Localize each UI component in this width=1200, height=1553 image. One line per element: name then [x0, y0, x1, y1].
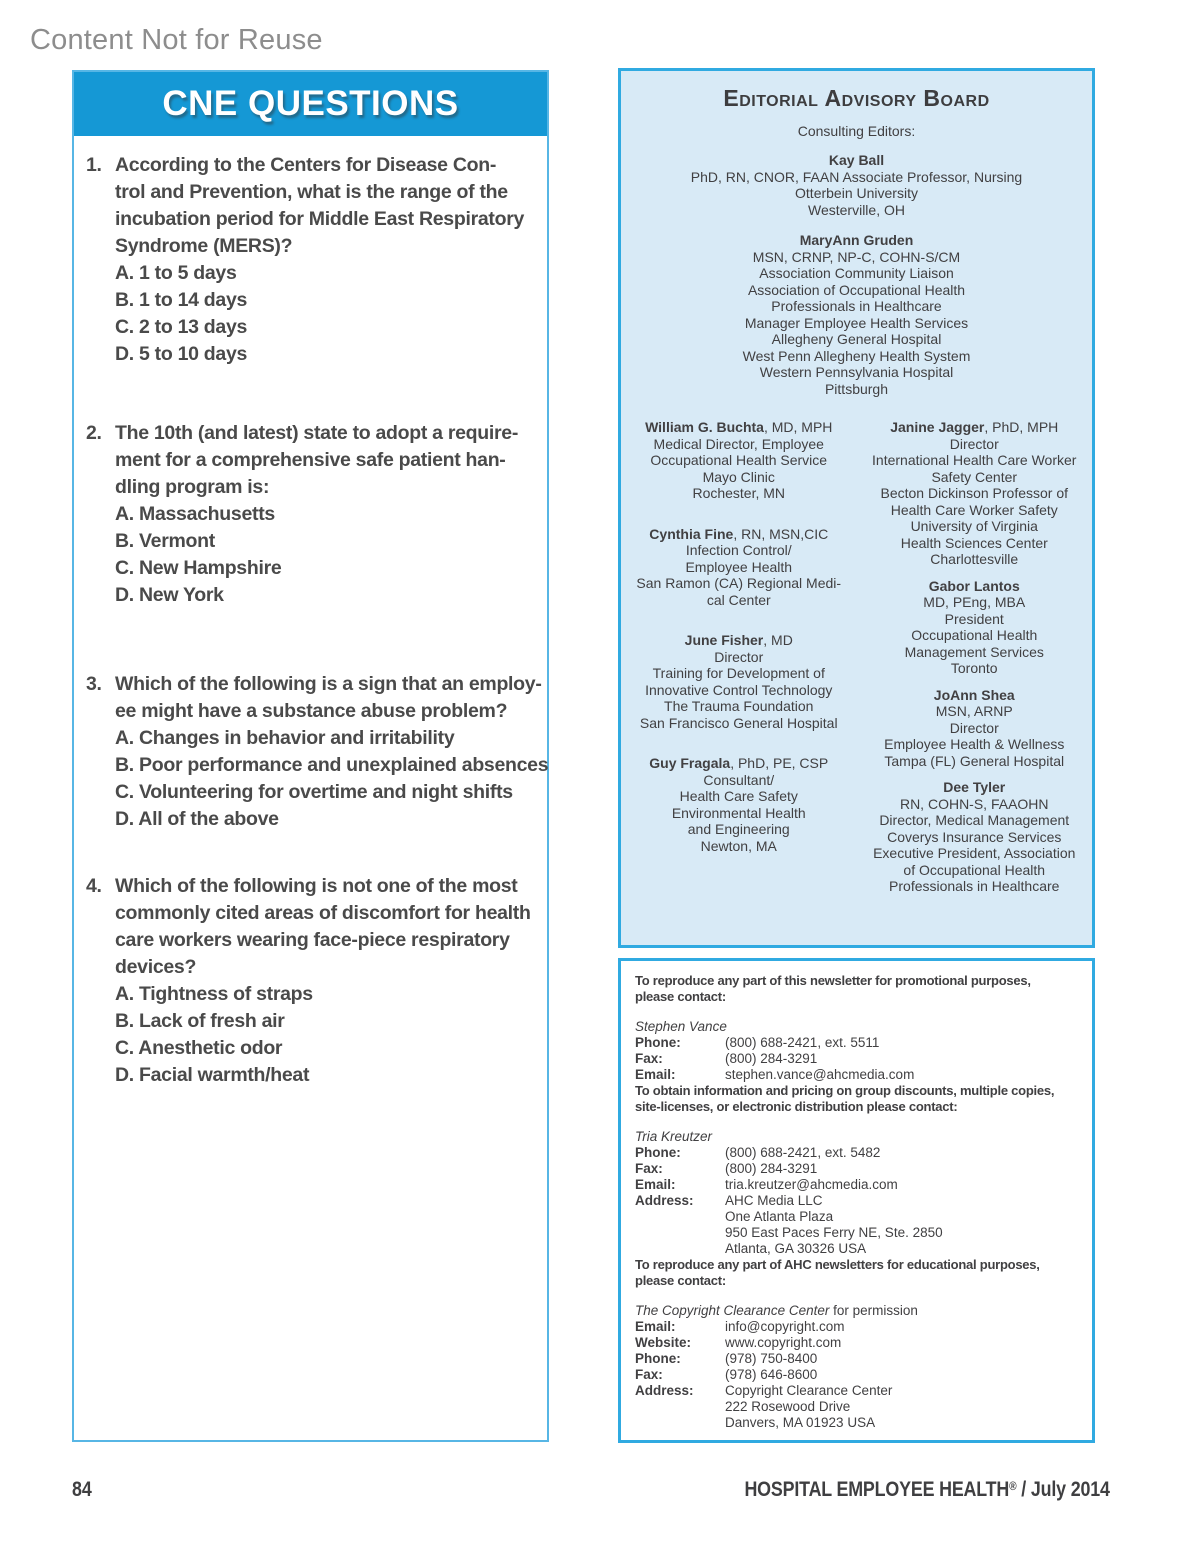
question-3: [86, 671, 549, 833]
contact-value: (800) 688-2421, ext. 5482: [725, 1145, 881, 1160]
member-line: Professionals in Healthcare: [889, 878, 1060, 894]
footer-issue: / July 2014: [1016, 1478, 1110, 1501]
member-name-line: [625, 632, 853, 649]
member-line: Consultant/: [703, 771, 775, 788]
contact-row: [635, 1241, 1078, 1257]
member-line: San Ramon (CA) Regional Medi-: [636, 575, 842, 591]
question-line: C. Volunteering for overtime and night shifts: [115, 781, 513, 803]
question-line: ment for a comprehensive safe patient han-: [115, 449, 506, 471]
member-line: Charlottesville: [930, 551, 1019, 567]
board-column-left: [621, 419, 857, 895]
contact-heading-line: To obtain information and pricing on group discounts, multiple copies,: [635, 1083, 1055, 1098]
member-line: Rochester, MN: [692, 485, 786, 501]
board-member-jagger: [861, 419, 1089, 568]
contact-value: www.copyright.com: [725, 1335, 842, 1350]
question-2: [86, 420, 535, 609]
contact-row: [635, 1145, 1078, 1161]
member-line: Director, Medical Management: [879, 812, 1070, 828]
member-line: RN, COHN-S, FAAOHN: [899, 795, 1049, 812]
member-line: Medical Director, Employee: [653, 435, 824, 452]
member-name: Guy Fragala: [649, 755, 731, 771]
member-line: MD, PEng, MBA: [923, 594, 1026, 610]
member-name: June Fisher: [684, 632, 764, 648]
member-line: Innovative Control Technology: [645, 681, 833, 698]
member-line: Manager Employee Health Services: [744, 314, 969, 331]
member-line: Association of Occupational Health: [747, 281, 966, 298]
contact-label: Fax:: [635, 1161, 663, 1176]
contact-value: (800) 284-3291: [725, 1161, 818, 1176]
member-line: Occupational Health: [911, 627, 1038, 643]
question-line: C. 2 to 13 days: [115, 316, 248, 338]
question-line: Syndrome (MERS)?: [115, 235, 293, 257]
question-line: A. Tightness of straps: [115, 983, 313, 1005]
contact-row: [635, 1225, 1078, 1241]
contact-row: [635, 1035, 1078, 1051]
contact-heading-promotional: [635, 973, 1078, 1005]
board-member-shea: [861, 687, 1089, 770]
contact-label: Phone:: [635, 1035, 681, 1050]
contact-label: [635, 1209, 725, 1225]
contact-value: (978) 646-8600: [725, 1367, 818, 1382]
question-number: 3.: [86, 673, 102, 695]
contact-label: Address:: [635, 1193, 694, 1208]
question-line: dling program is:: [115, 476, 270, 498]
member-name-line: [621, 152, 1092, 169]
contact-row: [635, 1177, 1078, 1193]
question-line: Which of the following is not one of the most: [115, 875, 518, 897]
member-line: MSN, ARNP: [935, 703, 1013, 719]
member-lines: [861, 594, 1089, 677]
member-line: Director: [949, 435, 999, 452]
contact-value: Atlanta, GA 30326 USA: [725, 1241, 867, 1256]
member-line: President: [944, 610, 1004, 627]
copyright-clearance-name: The Copyright Clearance Center: [635, 1303, 830, 1318]
member-credentials: , MD: [763, 632, 793, 648]
member-lines: [625, 772, 853, 855]
board-member-fragala: [625, 755, 853, 854]
question-line: D. Facial warmth/heat: [115, 1064, 310, 1086]
question-line: B. Lack of fresh air: [115, 1010, 285, 1032]
member-lines: [621, 249, 1092, 398]
member-line: Westerville, OH: [808, 201, 905, 218]
contact-value: 222 Rosewood Drive: [725, 1399, 851, 1414]
question-line: incubation period for Middle East Respiratory: [115, 208, 525, 230]
member-line: Professionals in Healthcare: [771, 298, 942, 314]
contact-rows-s1: [635, 1035, 1078, 1083]
member-name: Gabor Lantos: [928, 577, 1020, 594]
contact-row: [635, 1051, 1078, 1067]
contact-person-name: Tria Kreutzer: [635, 1129, 713, 1144]
question-number: 2.: [86, 422, 102, 444]
question-line: D. New York: [115, 584, 224, 606]
contact-row: [635, 1193, 1078, 1209]
contact-person-name: Stephen Vance: [635, 1019, 727, 1034]
member-line: International Health Care Worker: [872, 452, 1077, 468]
cne-header: [74, 72, 547, 136]
question-body: [115, 152, 535, 368]
question-line: B. Poor performance and unexplained absences: [115, 754, 549, 776]
contact-label: Email:: [635, 1067, 676, 1082]
watermark-text: Content Not for Reuse: [30, 24, 323, 56]
contact-value: stephen.vance@ahcmedia.com: [725, 1067, 915, 1082]
question-line: The 10th (and latest) state to adopt a require-: [115, 422, 519, 444]
question-line: A. 1 to 5 days: [115, 262, 237, 284]
question-line: D. 5 to 10 days: [115, 343, 248, 365]
question-line: devices?: [115, 956, 197, 978]
member-lines: [625, 542, 853, 608]
member-line: Allegheny General Hospital: [771, 331, 942, 347]
member-name: William G. Buchta: [645, 419, 764, 435]
contact-label: Fax:: [635, 1367, 663, 1382]
question-line: ee might have a substance abuse problem?: [115, 700, 508, 722]
board-member-fisher: [625, 632, 853, 731]
contact-row: [635, 1351, 1078, 1367]
contact-heading-line: please contact:: [635, 989, 726, 1004]
board-member-maryann-gruden: [621, 232, 1092, 397]
question-line: trol and Prevention, what is the range of the: [115, 181, 508, 203]
member-name-line: [621, 232, 1092, 249]
contact-row: [635, 1399, 1078, 1415]
member-line: Otterbein University: [795, 185, 918, 201]
question-line: B. Vermont: [115, 530, 215, 552]
member-lines: [861, 796, 1089, 895]
question-line: care workers wearing face-piece respiratory: [115, 929, 510, 951]
question-4: [86, 873, 535, 1089]
member-credentials: , RN, MSN,CIC: [733, 525, 829, 542]
contact-row: [635, 1161, 1078, 1177]
member-line: Management Services: [904, 643, 1044, 660]
contact-value: Danvers, MA 01923 USA: [725, 1415, 876, 1430]
contact-heading-group-discounts: [635, 1083, 1078, 1115]
board-member-tyler: [861, 779, 1089, 895]
member-credentials: , MD, MPH: [763, 419, 833, 435]
question-number: 4.: [86, 875, 102, 897]
member-line: Employee Health & Wellness: [884, 736, 1065, 752]
member-line: Training for Development of: [652, 665, 825, 681]
member-line: Health Care Worker Safety: [890, 501, 1058, 518]
member-line: Toronto: [950, 660, 998, 676]
member-lines: [625, 436, 853, 502]
member-name-line: [861, 687, 1089, 704]
contact-value: (978) 750-8400: [725, 1351, 818, 1366]
member-name-line: [861, 419, 1089, 436]
board-title: Editorial Advisory Board: [723, 85, 990, 111]
contact-label: Email:: [635, 1319, 676, 1334]
question-line: According to the Centers for Disease Con-: [115, 154, 497, 176]
member-line: Director: [714, 648, 764, 665]
question-body: [115, 420, 535, 609]
member-name: Janine Jagger: [890, 419, 985, 435]
member-line: San Francisco General Hospital: [639, 714, 838, 731]
question-1: [86, 152, 535, 368]
member-line: Health Care Safety: [679, 788, 798, 804]
contact-label: Phone:: [635, 1145, 681, 1160]
contact-label: [635, 1225, 725, 1241]
member-line: Employee Health: [685, 558, 793, 575]
contact-heading-line: To reproduce any part of this newsletter for promotional purposes,: [635, 973, 1031, 988]
contact-label: Phone:: [635, 1351, 681, 1366]
board-member-lantos: [861, 578, 1089, 677]
member-line: The Trauma Foundation: [664, 698, 814, 714]
member-lines: [625, 649, 853, 732]
member-name: MaryAnn Gruden: [799, 232, 914, 248]
member-name-line: [625, 526, 853, 543]
member-line: Mayo Clinic: [702, 468, 775, 485]
question-line: commonly cited areas of discomfort for health: [115, 902, 531, 924]
contact-heading-line: site-licenses, or electronic distribution please contact:: [635, 1099, 958, 1114]
contact-heading-line: please contact:: [635, 1273, 726, 1288]
board-column-right: [857, 419, 1093, 895]
member-line: Association Community Liaison: [759, 265, 954, 281]
contact-value: tria.kreutzer@ahcmedia.com: [725, 1177, 898, 1192]
editorial-advisory-board-panel: [618, 68, 1095, 948]
copyright-clearance-line: [635, 1303, 1078, 1319]
footer-journal-line: [745, 1478, 1110, 1502]
contact-label: [635, 1415, 725, 1431]
question-line: Which of the following is a sign that an employ-: [115, 673, 542, 695]
member-line: and Engineering: [687, 821, 790, 837]
cne-question-list: [74, 136, 547, 1089]
member-line: Director: [949, 719, 999, 736]
registered-mark: ®: [1009, 1479, 1017, 1493]
member-line: Tampa (FL) General Hospital: [884, 752, 1065, 769]
member-line: Executive President, Association: [873, 845, 1076, 861]
contact-value: info@copyright.com: [725, 1319, 845, 1334]
consulting-editors-label: Consulting Editors:: [797, 123, 916, 139]
member-line: cal Center: [706, 591, 771, 608]
member-line: Environmental Health: [671, 804, 806, 821]
question-body: [115, 873, 535, 1089]
contact-row: [635, 1367, 1078, 1383]
member-name-line: [625, 755, 853, 772]
contact-row: [635, 1415, 1078, 1431]
contact-row: [635, 1209, 1078, 1225]
member-name: Kay Ball: [828, 152, 885, 168]
member-line: West Penn Allegheny Health System: [742, 347, 971, 364]
cne-title: CNE QUESTIONS: [162, 84, 459, 123]
contact-row: [635, 1067, 1078, 1083]
member-line: PhD, RN, CNOR, FAAN Associate Professor, Nursing: [690, 168, 1023, 185]
contact-heading-line: To reproduce any part of AHC newsletters for educational purposes,: [635, 1257, 1040, 1272]
board-member-kay-ball: [621, 152, 1092, 218]
contact-label: Email:: [635, 1177, 676, 1192]
member-line: Safety Center: [931, 468, 1018, 485]
member-name: Cynthia Fine: [649, 525, 734, 542]
member-line: MSN, CRNP, NP-C, COHN-S/CM: [752, 248, 961, 265]
question-line: C. Anesthetic odor: [115, 1037, 283, 1059]
contact-label: [635, 1399, 725, 1415]
member-line: Health Sciences Center: [900, 534, 1048, 551]
question-line: C. New Hampshire: [115, 557, 282, 579]
contact-heading-educational: [635, 1257, 1078, 1289]
copyright-clearance-rest: for permission: [829, 1303, 918, 1318]
member-line: Western Pennsylvania Hospital: [759, 364, 954, 380]
member-line: Coverys Insurance Services: [887, 828, 1062, 845]
contact-row: [635, 1383, 1078, 1399]
reproduction-contact-panel: [618, 958, 1095, 1443]
board-member-fine: [625, 526, 853, 609]
member-name-line: [861, 578, 1089, 595]
footer-page-number: 84: [72, 1478, 92, 1501]
board-member-buchta: [625, 419, 853, 502]
contact-label: Fax:: [635, 1051, 663, 1066]
member-line: Infection Control/: [685, 542, 792, 558]
contact-value: (800) 688-2421, ext. 5511: [725, 1035, 880, 1050]
question-line: A. Massachusetts: [115, 503, 275, 525]
contact-label: [635, 1241, 725, 1257]
question-line: B. 1 to 14 days: [115, 289, 248, 311]
member-name: JoAnn Shea: [933, 686, 1015, 703]
member-name: Dee Tyler: [943, 779, 1006, 795]
cne-questions-panel: [72, 70, 549, 1442]
contact-label: Address:: [635, 1383, 694, 1398]
question-body: [115, 671, 548, 833]
footer-journal-title: HOSPITAL EMPLOYEE HEALTH: [744, 1478, 1010, 1501]
contact-value: 950 East Paces Ferry NE, Ste. 2850: [725, 1225, 943, 1240]
contact-value: One Atlanta Plaza: [725, 1209, 834, 1224]
member-line: Becton Dickinson Professor of: [880, 485, 1069, 501]
member-line: Newton, MA: [700, 837, 777, 854]
contact-rows-s3: [635, 1319, 1078, 1431]
member-line: Occupational Health Service: [650, 452, 828, 468]
contact-label: Website:: [635, 1335, 692, 1350]
member-lines: [621, 169, 1092, 219]
question-number: 1.: [86, 154, 102, 176]
member-credentials: , PhD, MPH: [984, 419, 1059, 435]
contact-value: Copyright Clearance Center: [725, 1383, 893, 1398]
contact-value: AHC Media LLC: [725, 1193, 823, 1208]
member-lines: [861, 703, 1089, 769]
member-line: University of Virginia: [910, 518, 1038, 534]
contact-row: [635, 1335, 1078, 1351]
contact-value: (800) 284-3291: [725, 1051, 818, 1066]
contact-row: [635, 1319, 1078, 1335]
member-line: Pittsburgh: [824, 380, 889, 397]
member-line: of Occupational Health: [903, 861, 1046, 878]
member-name-line: [861, 779, 1089, 796]
contact-rows-s2: [635, 1145, 1078, 1257]
member-name-line: [625, 419, 853, 436]
member-credentials: , PhD, PE, CSP: [730, 755, 829, 771]
member-lines: [861, 436, 1089, 568]
question-line: A. Changes in behavior and irritability: [115, 727, 455, 749]
board-columns: [621, 419, 1092, 895]
question-line: D. All of the above: [115, 808, 279, 830]
